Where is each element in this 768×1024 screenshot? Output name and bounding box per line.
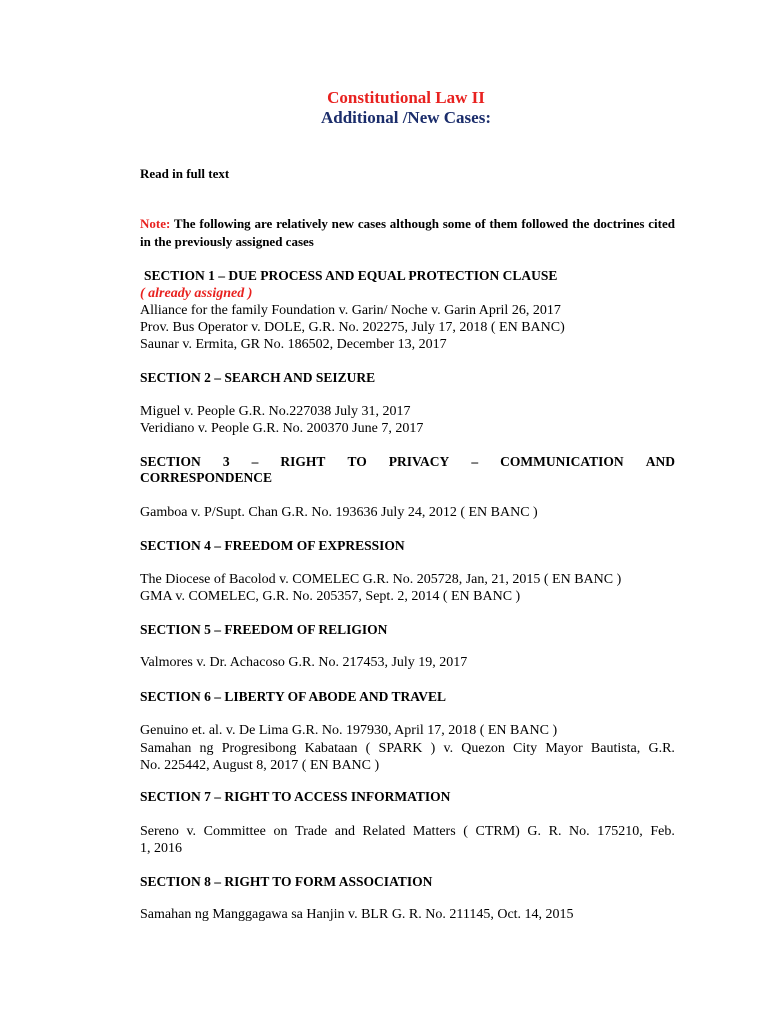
note-label: Note: [140, 216, 171, 231]
section-3-heading [140, 454, 675, 486]
section-2-heading: SECTION 2 – SEARCH AND SEIZURE [140, 370, 376, 385]
note-paragraph [140, 215, 675, 251]
case-word: G. [527, 824, 542, 839]
case-item: Veridiano v. People G.R. No. 200370 June 7, 2017 [140, 421, 424, 436]
case-line: No. 225442, August 8, 2017 ( EN BANC ) [140, 758, 380, 773]
case-item: Samahan ng Manggagawa sa Hanjin v. BLR G. R. No. 211145, Oct. 14, 2015 [140, 907, 574, 922]
heading-word: TO [347, 454, 367, 469]
case-word: Sereno [140, 824, 179, 839]
section-8-heading: SECTION 8 – RIGHT TO FORM ASSOCIATION [140, 874, 433, 889]
case-item: Saunar v. Ermita, GR No. 186502, December 13, 2017 [140, 337, 447, 352]
case-word: Kabataan [304, 741, 358, 756]
case-word: Bautista, [590, 741, 641, 756]
case-line [140, 740, 675, 757]
case-word: 175210, [597, 824, 643, 839]
case-word: CTRM) [475, 824, 520, 839]
document-subtitle: Additional /New Cases: [320, 108, 491, 127]
case-item: Genuino et. al. v. De Lima G.R. No. 197930, April 17, 2018 ( EN BANC ) [140, 723, 558, 738]
case-word: Committee [203, 824, 266, 839]
case-word: Trade [295, 824, 328, 839]
case-word: Matters [412, 824, 456, 839]
case-word: ( [365, 741, 371, 756]
case-item: Miguel v. People G.R. No.227038 July 31, 2017 [140, 404, 411, 419]
case-word: Samahan [140, 741, 192, 756]
intro-text: Read in full text [140, 166, 230, 181]
case-word: Quezon [461, 741, 505, 756]
case-line [140, 823, 675, 840]
case-item: Prov. Bus Operator v. DOLE, G.R. No. 202275, July 17, 2018 ( EN BANC) [140, 320, 565, 335]
heading-word: 3 [222, 454, 230, 469]
case-word: ( [463, 824, 468, 839]
case-word: No. [569, 824, 590, 839]
heading-word: – [251, 454, 259, 469]
case-item [140, 740, 675, 774]
section-5-heading: SECTION 5 – FREEDOM OF RELIGION [140, 622, 388, 637]
case-word: on [273, 824, 288, 839]
case-item: GMA v. COMELEC, G.R. No. 205357, Sept. 2, 2014 ( EN BANC ) [140, 589, 521, 604]
section-7-heading: SECTION 7 – RIGHT TO ACCESS INFORMATION [140, 789, 451, 804]
document-title: Constitutional Law II [327, 88, 485, 107]
note-text: The following are relatively new cases although some of them followed the doctrines cited in the previously assigned cases [140, 216, 675, 249]
case-line: 1, 2016 [140, 841, 182, 856]
case-word: Progresibong [221, 741, 297, 756]
case-word: and [334, 824, 355, 839]
section-4-heading: SECTION 4 – FREEDOM OF EXPRESSION [140, 538, 405, 553]
case-word: Mayor [545, 741, 583, 756]
heading-word: PRIVACY [388, 454, 450, 469]
case-word: Feb. [650, 824, 675, 839]
case-item: Gamboa v. P/Supt. Chan G.R. No. 193636 July 24, 2012 ( EN BANC ) [140, 505, 538, 520]
section-1-subnote: ( already assigned ) [140, 286, 253, 301]
case-word: City [513, 741, 538, 756]
case-word: ng [199, 741, 214, 756]
case-item: Valmores v. Dr. Achacoso G.R. No. 217453, July 19, 2017 [140, 655, 468, 670]
case-item: Alliance for the family Foundation v. Garin/ Noche v. Garin April 26, 2017 [140, 303, 561, 318]
case-word: Related [362, 824, 406, 839]
heading-word: AND [645, 454, 675, 469]
section-3-heading-line1 [140, 454, 675, 470]
case-item [140, 823, 675, 857]
case-word: G.R. [648, 741, 675, 756]
case-item: The Diocese of Bacolod v. COMELEC G.R. No. 205728, Jan, 21, 2015 ( EN BANC ) [140, 572, 622, 587]
section-3-heading-line2: CORRESPONDENCE [140, 470, 273, 485]
case-word: ) [430, 741, 436, 756]
heading-word: – [471, 454, 479, 469]
case-word: R. [548, 824, 562, 839]
case-word: v. [186, 824, 197, 839]
heading-word: COMMUNICATION [500, 454, 624, 469]
section-6-heading: SECTION 6 – LIBERTY OF ABODE AND TRAVEL [140, 689, 446, 704]
heading-word: RIGHT [280, 454, 326, 469]
case-word: v. [443, 741, 454, 756]
section-1-heading: SECTION 1 – DUE PROCESS AND EQUAL PROTECTION CLAUSE [144, 268, 558, 283]
case-word: SPARK [378, 741, 423, 756]
heading-word: SECTION [140, 454, 201, 469]
